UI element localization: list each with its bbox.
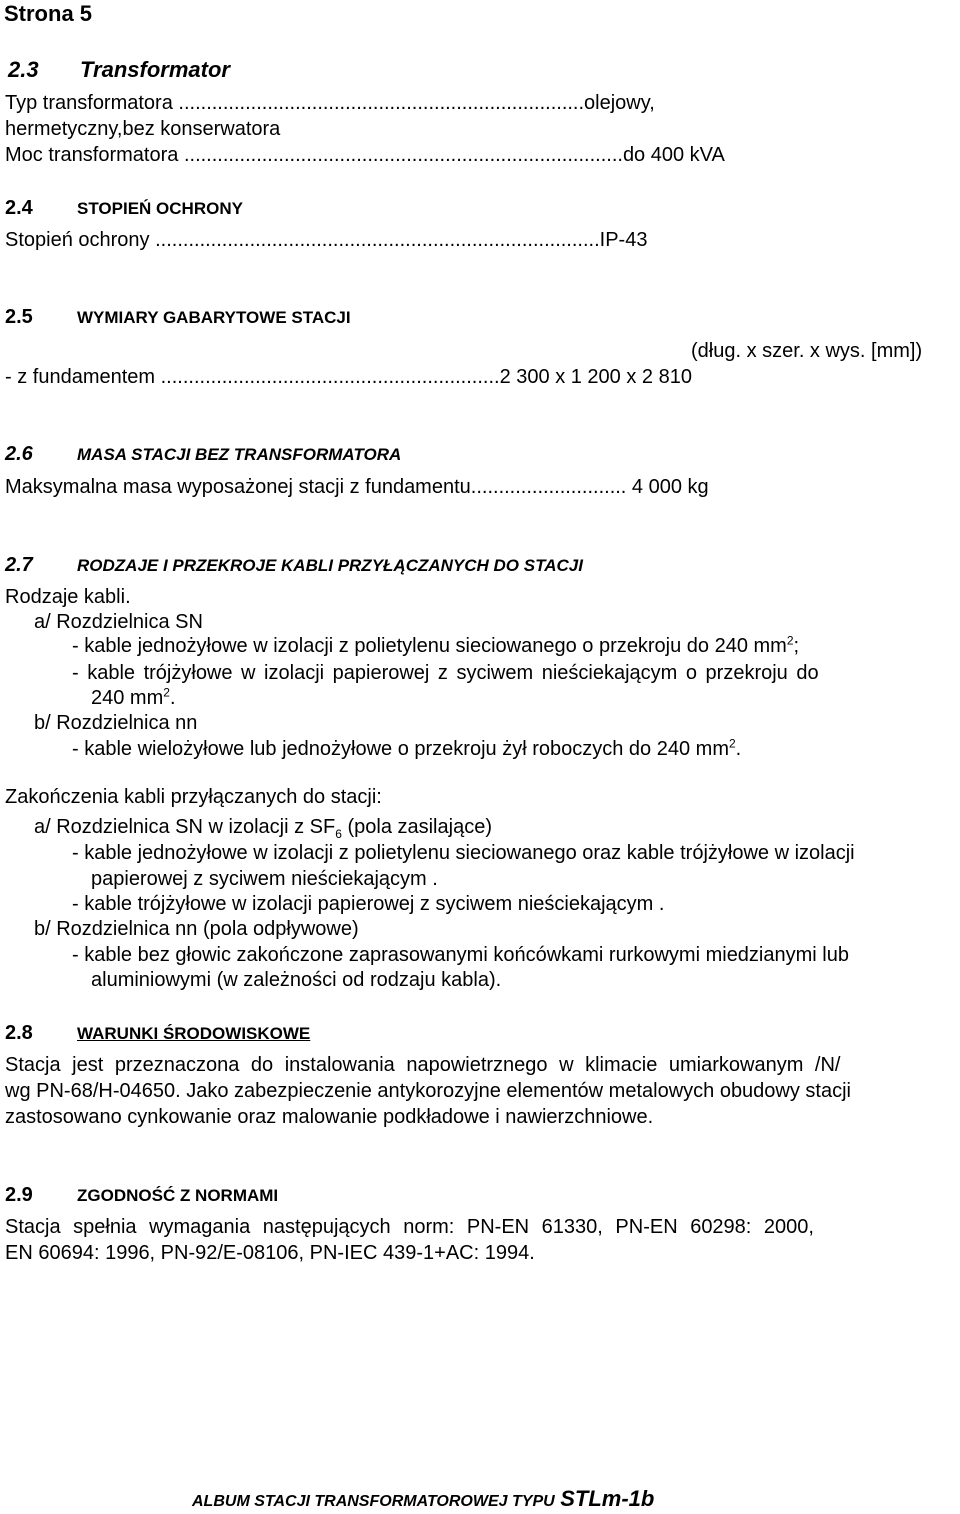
transformer-type-row	[5, 93, 865, 113]
row-value: 2 300 x 1 200 x 2 810	[499, 366, 692, 388]
item-text: - kable jednożyłowe w izolacji z polietylenu sieciowanego o przekroju do 240 mm	[72, 635, 787, 657]
term-b-item-1: - kable bez głowic zakończone zaprasowanymi końcówkami rurkowymi miedzianymi lub	[72, 944, 849, 966]
mass-row	[5, 477, 709, 497]
item-end: ;	[793, 635, 800, 657]
row-value: 4 000 kg	[626, 476, 709, 498]
transformer-power-row	[5, 145, 725, 165]
subscript: 6	[335, 827, 342, 841]
item-text: - kable wielożyłowe lub jednożyłowe o przekroju żył roboczych do 240 mm	[72, 738, 729, 760]
term-b-label: b/ Rozdzielnica nn (pola odpływowe)	[34, 918, 359, 940]
dimensions-row	[5, 367, 692, 387]
terminations-intro: Zakończenia kabli przyłączanych do stacji:	[5, 786, 382, 808]
section-number: 2.8	[5, 1022, 33, 1044]
transformer-type-cont: hermetyczny,bez konserwatora	[5, 118, 281, 140]
term-a-label	[34, 816, 492, 841]
protection-row	[5, 230, 647, 250]
cable-a-item-1	[72, 633, 800, 657]
footer-title: ALBUM STACJI TRANSFORMATOROWEJ TYPU	[192, 1493, 555, 1510]
leader-dots: ............................	[470, 476, 627, 498]
page-header: Strona 5	[4, 1, 93, 26]
leader-dots: ...............................................................................	[183, 144, 623, 166]
section-number: 2.5	[5, 306, 33, 328]
section-title: STOPIEŃ OCHRONY	[77, 199, 243, 218]
leader-dots: ................................................................................	[155, 229, 600, 251]
leader-dots: .............................................................	[160, 366, 500, 388]
section-2-3-heading	[8, 59, 230, 81]
env-line-3: zastosowano cynkowanie oraz malowanie podkładowe i nawierzchniowe.	[5, 1106, 654, 1128]
superscript: 2	[163, 685, 170, 700]
row-label: Moc transformatora	[5, 144, 184, 166]
cable-types-intro: Rodzaje kabli.	[5, 586, 131, 608]
label-end: (pola zasilające)	[341, 816, 492, 838]
leader-dots: .........................................................................	[178, 92, 585, 114]
section-title: Transformator	[80, 57, 230, 82]
section-number: 2.6	[5, 443, 33, 465]
section-title: WARUNKI ŚRODOWISKOWE	[77, 1024, 311, 1043]
row-label: Typ transformatora	[5, 92, 179, 114]
section-2-6-heading	[5, 444, 401, 464]
section-2-4-heading	[5, 198, 243, 218]
item-text: - kable trójżyłowe w izolacji papierowej z syciwem nieściekającym o przekroju do	[72, 662, 819, 684]
superscript: 2	[728, 736, 736, 751]
dimensions-note: (dług. x szer. x wys. [mm])	[691, 340, 923, 362]
cable-a-item-2	[72, 663, 954, 683]
norms-line-2: EN 60694: 1996, PN-92/E-08106, PN-IEC 439-1+AC: 1994.	[5, 1242, 535, 1264]
section-title: WYMIARY GABARYTOWE STACJI	[77, 308, 351, 327]
section-number: 2.9	[5, 1184, 33, 1206]
item-end: .	[169, 687, 176, 709]
term-a-item-1-cont: papierowej z syciwem nieściekającym .	[91, 868, 438, 890]
label-text: a/ Rozdzielnica SN w izolacji z SF	[34, 816, 336, 838]
cable-a-label: a/ Rozdzielnica SN	[34, 611, 203, 633]
superscript: 2	[786, 633, 794, 648]
section-title: MASA STACJI BEZ TRANSFORMATORA	[77, 445, 402, 464]
item-end: .	[735, 738, 742, 760]
row-label: - z fundamentem	[5, 366, 161, 388]
row-value: olejowy,	[584, 92, 655, 114]
section-2-9-heading	[5, 1185, 278, 1205]
term-a-item-2: - kable trójżyłowe w izolacji papierowej z syciwem nieściekającym .	[72, 893, 665, 915]
row-label: Maksymalna masa wyposażonej stacji z fundamentu	[5, 476, 471, 498]
section-title: ZGODNOŚĆ Z NORMAMI	[77, 1186, 279, 1205]
section-number: 2.4	[5, 197, 33, 219]
section-2-5-heading	[5, 307, 351, 327]
section-number: 2.3	[8, 57, 39, 82]
cable-a-item-2-cont	[91, 685, 176, 709]
cable-b-item-1	[72, 736, 742, 760]
row-label: Stopień ochrony	[5, 229, 156, 251]
footer	[192, 1488, 654, 1510]
item-text: 240 mm	[91, 687, 164, 709]
section-title: RODZAJE I PRZEKROJE KABLI PRZYŁĄCZANYCH DO STACJI	[77, 556, 583, 575]
env-line-2: wg PN-68/H-04650. Jako zabezpieczenie antykorozyjne elementów metalowych obudowy stacji	[5, 1080, 851, 1102]
cable-b-label: b/ Rozdzielnica nn	[34, 712, 198, 734]
env-line-1: Stacja jest przeznaczona do instalowania napowietrznego w klimacie umiarkowanym /N/	[5, 1054, 841, 1076]
term-a-item-1: - kable jednożyłowe w izolacji z polietylenu sieciowanego oraz kable trójżyłowe w izolacji	[72, 842, 855, 864]
section-2-8-heading	[5, 1023, 310, 1043]
norms-line-1: Stacja spełnia wymagania następujących norm: PN-EN 61330, PN-EN 60298: 2000,	[5, 1216, 814, 1238]
footer-model: STLm-1b	[560, 1486, 655, 1511]
row-value: IP-43	[599, 229, 648, 251]
row-value: do 400 kVA	[622, 144, 725, 166]
section-number: 2.7	[5, 554, 33, 576]
section-2-7-heading	[5, 555, 583, 575]
term-b-item-1-cont: aluminiowymi (w zależności od rodzaju kabla).	[91, 969, 502, 991]
